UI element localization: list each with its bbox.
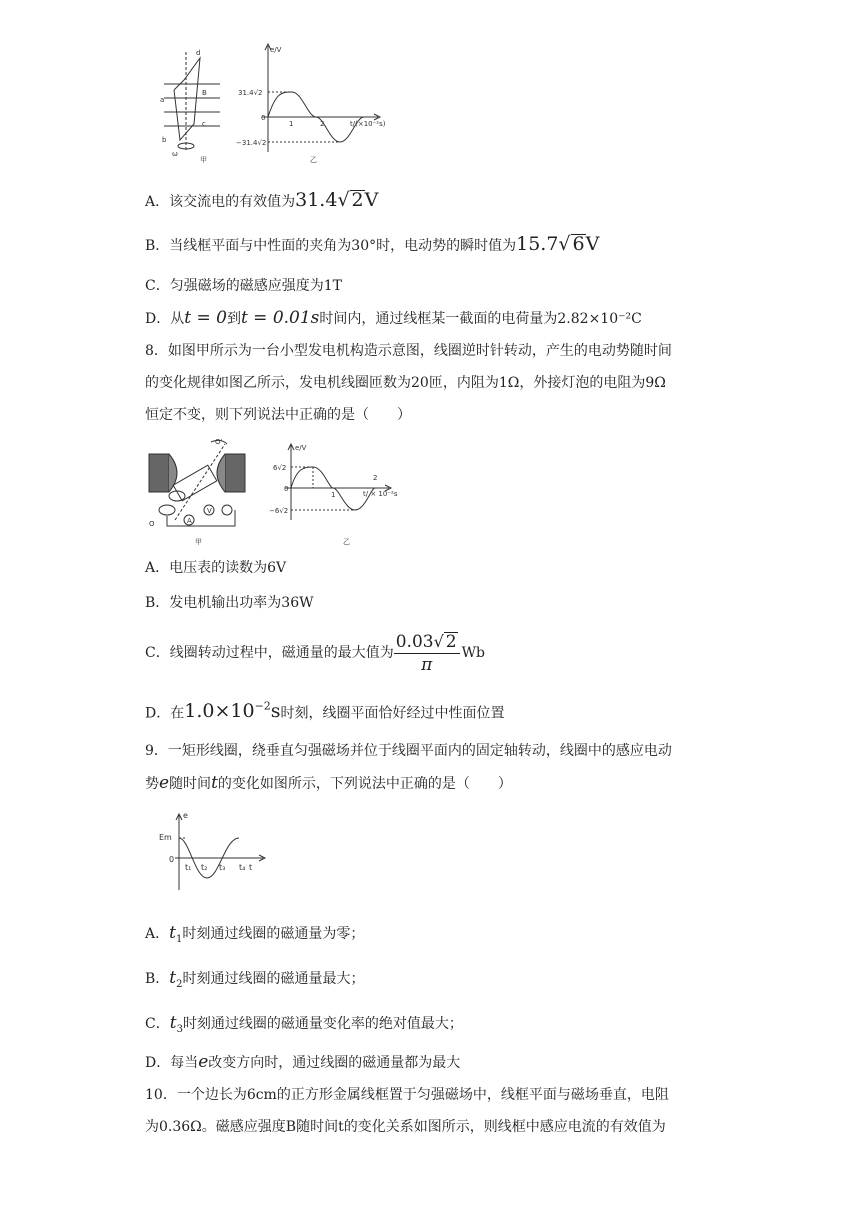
fig9-tick-t3: t₃ <box>219 863 226 872</box>
generator-diagram <box>149 440 245 526</box>
fig8-x-axis: t/ × 10⁻²s <box>363 490 398 498</box>
q7-option-a[interactable]: A．该交流电的有效值为31.4√ 2V <box>145 189 379 211</box>
coil-label-a: a <box>160 96 165 104</box>
emf-graph-8 <box>285 444 391 520</box>
figure-9 <box>155 806 275 894</box>
q9-option-a[interactable]: A．$t_1$时刻通过线圈的磁通量为零； <box>145 923 365 945</box>
fig9-tick-t4: t₄ <box>239 863 246 872</box>
fig9-y-axis: e <box>183 811 188 820</box>
fig8-meter-a: A <box>187 517 192 525</box>
fig9-em: Em <box>159 833 172 842</box>
figure-8 <box>145 436 405 550</box>
fig8-tick-1: 1 <box>331 491 336 499</box>
fig8-label-yi: 乙 <box>343 538 350 546</box>
fig8-label-o-prime: O' <box>215 438 223 446</box>
coil-label-B: B <box>202 89 207 97</box>
q9-stem-line-1: 9．一矩形线圈，绕垂直匀强磁场并位于线圈平面内的固定轴转动，线圈中的感应电动 <box>145 743 672 759</box>
q8-option-d[interactable]: D．在$1.0\times 10^{-2}s$时刻，线圈平面恰好经过中性面位置 <box>145 700 505 723</box>
q10-stem-line-2: 为0.36Ω。磁感应强度B随时间t的变化关系如图所示，则线框中感应电流的有效值为 <box>145 1119 666 1135</box>
fig8-tick-2: 2 <box>373 474 378 482</box>
fig9-tick-t2: t₂ <box>201 863 208 872</box>
fig9-tick-t1: t₁ <box>185 863 192 872</box>
fig8-y-axis: e/V <box>295 444 307 452</box>
q7-option-c[interactable]: C．匀强磁场的磁感应强度为1T <box>145 278 342 294</box>
q9-option-d[interactable]: D．每当e改变方向时，通过线圈的磁通量都为最大 <box>145 1052 461 1072</box>
coil-label-d: d <box>196 49 201 57</box>
fig8-meter-v: V <box>207 507 212 515</box>
q8-stem-line-3: 恒定不变，则下列说法中正确的是（ ） <box>145 407 411 423</box>
fig8-y-max: 6√2 <box>273 464 287 472</box>
q7-option-d[interactable]: D．从t = 0到t = 0.01s时间内，通过线框某一截面的电荷量为2.82×10⁻²C <box>145 308 642 328</box>
q9-stem-line-2: 势e随时间t的变化如图所示，下列说法中正确的是（ ） <box>145 773 512 793</box>
q7-option-b[interactable]: B．当线框平面与中性面的夹角为30°时，电动势的瞬时值为15.7√ 6V <box>145 233 600 255</box>
fig8-origin: 0 <box>284 485 289 493</box>
fig7-tick-1: 1 <box>289 120 294 128</box>
q9-option-c[interactable]: C．$t_3$时刻通过线圈的磁通量变化率的绝对值最大； <box>145 1013 463 1035</box>
fig8-label-jia: 甲 <box>195 538 202 546</box>
coil-diagram-7 <box>164 52 220 150</box>
q10-stem-line-1: 10．一个边长为6cm的正方形金属线框置于匀强磁场中，线框平面与磁场垂直，电阻 <box>145 1087 669 1103</box>
q8-option-a[interactable]: A．电压表的读数为6V <box>145 560 287 576</box>
fig9-origin: 0 <box>169 855 175 864</box>
figure-7 <box>150 40 400 170</box>
fig7-origin: 0 <box>261 114 266 122</box>
fig8-label-o: O <box>149 520 155 528</box>
fig7-x-axis: t/(×10⁻²s) <box>350 120 386 128</box>
q8-option-c[interactable]: C．线圈转动过程中，磁通量的最大值为 $\frac{0.03√ 2}{\pi}$ Wb <box>145 631 485 675</box>
fig7-label-jia: 甲 <box>200 156 207 164</box>
fig9-x-axis: t <box>249 863 253 872</box>
q8-stem-line-1: 8．如图甲所示为一台小型发电机构造示意图，线圈逆时针转动，产生的电动势随时间 <box>145 343 672 359</box>
q9-option-b[interactable]: B．$t_2$时刻通过线圈的磁通量最大； <box>145 968 365 990</box>
fig7-y-max: 31.4√2 <box>238 89 263 97</box>
fig7-tick-2: 2 <box>320 120 325 128</box>
fig7-y-axis: e/V <box>270 46 282 54</box>
emf-graph-7 <box>262 44 380 152</box>
coil-label-c: c <box>202 120 206 128</box>
fig8-y-min: −6√2 <box>269 507 289 515</box>
coil-label-b: b <box>162 136 167 144</box>
coil-label-omega: ω <box>172 150 178 158</box>
q8-stem-line-2: 的变化规律如图乙所示，发电机线圈匝数为20匝，内阻为1Ω，外接灯泡的电阻为9Ω <box>145 375 666 391</box>
fig7-label-yi: 乙 <box>310 156 317 164</box>
q8-option-b[interactable]: B．发电机输出功率为36W <box>145 595 314 611</box>
fig7-y-min: −31.4√2 <box>236 139 267 147</box>
